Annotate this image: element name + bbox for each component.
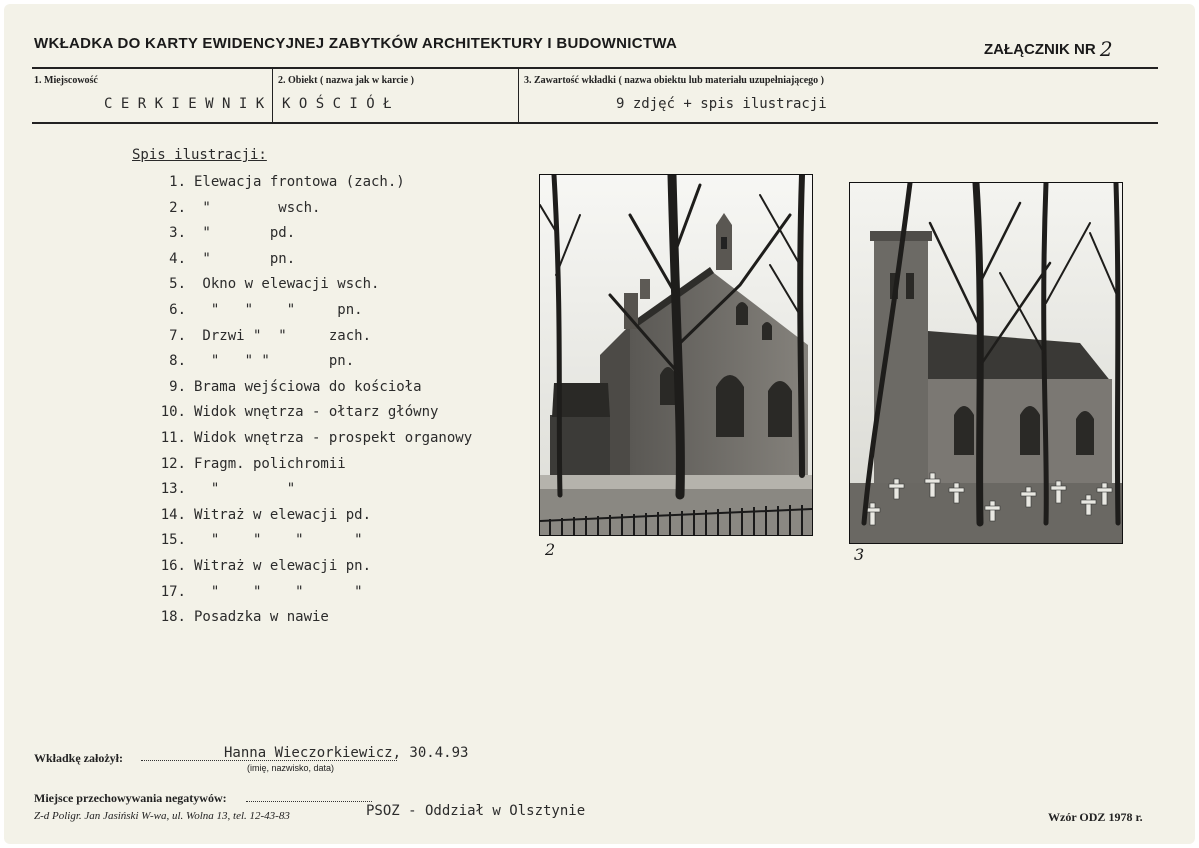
item-number: 4. [169,250,186,267]
item-number: 8. [169,353,186,370]
illustration-list-item [150,174,405,190]
item-text: Widok wnętrza - ołtarz główny [194,404,439,421]
object-label: 2. Obiekt ( nazwa jak w karcie ) [278,75,414,86]
illustration-list-item [150,353,354,369]
illustration-list-item [150,507,371,523]
contents-value: 9 zdjęć + spis ilustracji [616,96,827,112]
illustration-list-item [150,328,371,344]
item-text: Drzwi " " zach. [194,327,372,344]
field-divider-2 [518,67,519,123]
item-number: 5. [169,276,186,293]
author-label: Wkładkę założył: [34,751,123,765]
item-text: " " " " [194,532,363,549]
item-text: Elewacja frontowa (zach.) [194,174,405,190]
top-rule [32,67,1158,69]
annex-label-text: ZAŁĄCZNIK NR [984,41,1096,58]
item-number: 6. [169,302,186,318]
photo-church-cemetery [849,182,1123,544]
item-number: 1. [169,174,186,190]
item-text: " " " pn. [194,302,363,318]
illustration-list-item [150,200,320,216]
annex-number: 2 [1099,37,1113,61]
illustration-list-item [150,532,363,548]
illustration-list-item [150,225,295,241]
printer-note: Z-d Poligr. Jan Jasiński W-wa, ul. Wolna 13, tel. 12-43-83 [34,810,290,822]
item-number: 14. [160,506,186,523]
item-number: 7. [169,327,186,344]
illustration-list-item [150,302,363,318]
field-bottom-rule [32,122,1158,124]
item-number: 16. [160,558,186,574]
item-text: Fragm. polichromii [194,455,346,472]
item-number: 17. [160,583,186,600]
form-version: Wzór ODZ 1978 r. [1048,810,1143,824]
illustration-list-item [150,404,438,420]
illustration-list-item [150,481,295,497]
item-number: 3. [169,225,186,242]
item-text: " wsch. [194,199,321,216]
illustration-list-item [150,276,379,292]
photo-caption-2: 2 [545,540,556,559]
item-text: Okno w elewacji wsch. [194,276,380,293]
item-text: " " " " [194,583,363,600]
item-text: Posadzka w nawie [194,609,329,626]
field-divider-1 [272,67,273,123]
contents-label: 3. Zawartość wkładki ( nazwa obiektu lub materiału uzupełniającego ) [524,75,825,86]
item-number: 11. [160,430,186,446]
illustration-list-item [150,609,329,625]
item-number: 12. [160,455,186,472]
item-text: Brama wejściowa do kościoła [194,378,422,395]
object-value: K O Ś C I Ó Ł [282,96,392,112]
illustration-list-item [150,430,472,446]
item-text: Witraż w elewacji pd. [194,506,372,523]
item-number: 15. [160,532,186,549]
annex-label [984,35,1113,59]
photo-caption-3: 3 [854,545,865,564]
illustration-list-item [150,584,363,600]
illustration-list-item [150,379,422,395]
item-text: Witraż w elewacji pn. [194,558,372,574]
item-text: Widok wnętrza - prospekt organowy [194,430,473,446]
item-number: 2. [169,199,186,216]
record-insert-sheet [4,4,1195,844]
storage-value: PSOZ - Oddział w Olsztynie [366,803,586,819]
storage-dots [246,801,372,802]
item-text: " " " pn. [194,353,355,370]
illustration-list-item [150,558,371,574]
item-text: " pd. [194,225,296,242]
form-title: WKŁADKA DO KARTY EWIDENCYJNEJ ZABYTKÓW ARCHITEKTURY I BUDOWNICTWA [34,35,678,52]
item-number: 10. [160,404,186,421]
church-cemetery-image [850,183,1122,543]
illustration-list-title: Spis ilustracji: [132,147,267,163]
author-value: Hanna Wieczorkiewicz, 30.4.93 [224,745,469,761]
item-number: 9. [169,378,186,395]
locality-value: C E R K I E W N I K [104,96,265,112]
illustration-list-item [150,456,346,472]
locality-label: 1. Miejscowość [34,75,98,86]
item-text: " " [194,481,296,498]
photo-church-east [539,174,813,536]
item-number: 13. [160,481,186,498]
illustration-list-item [150,251,295,267]
church-east-image [540,175,812,535]
item-text: " pn. [194,250,296,267]
author-hint: (imię, nazwisko, data) [247,763,335,773]
storage-label: Miejsce przechowywania negatywów: [34,791,227,805]
item-number: 18. [160,609,186,626]
